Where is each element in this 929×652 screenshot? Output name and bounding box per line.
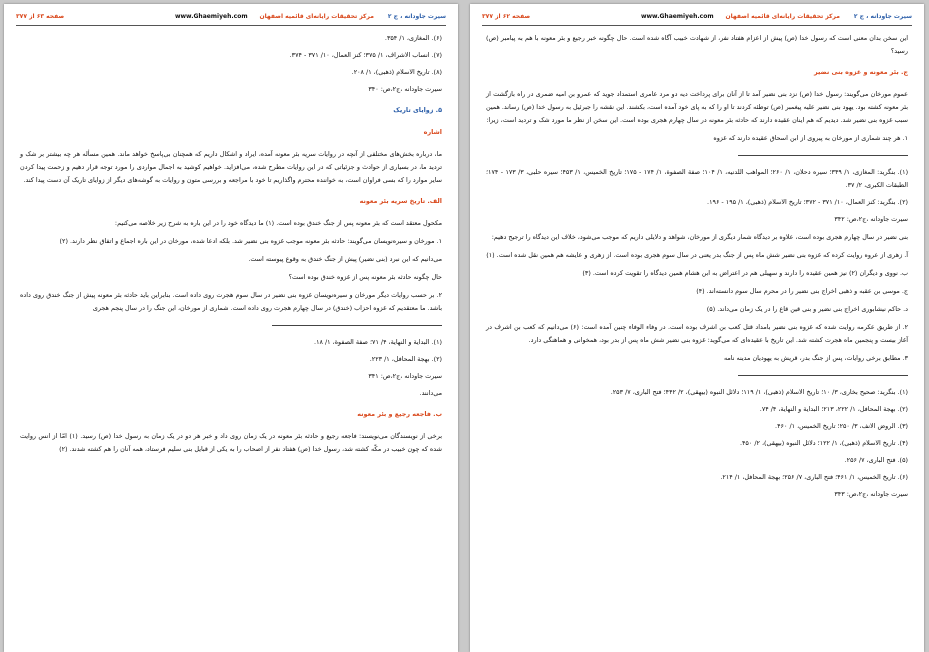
- paragraph: ۲. بر حسب روایات دیگر مورخان و سیره‌نویسان غزوه بنی نضیر در سال سوم هجرت روی داده است. بنابراین باید حادثه بئر معونه پیش از جنگ خندق روی داده باشد. ما معتقدیم که غزوه احزاب (خندق) در سال چهارم هجرت روی داده است. شماری از مورخان، این جنگ را در سال پنجم هجری: [20, 291, 442, 312]
- header-series-title: سیرت جاودانه ، ج ۲: [387, 13, 446, 20]
- document-page-right: [470, 4, 924, 652]
- footnote-divider: [738, 155, 908, 156]
- section-heading: ۵. زوایای تاریک: [393, 106, 442, 114]
- header-site-url[interactable]: www.Ghaemiyeh.com: [640, 13, 714, 20]
- footnote-divider: [738, 375, 908, 376]
- document-page-left: [4, 4, 458, 652]
- footnote-line: (۱). بنگرید: المغازی، ۱/ ۳۴۹؛ سیره دحلان، ۱/ ۲۶۰؛ المواهب اللدنیه، ۱/ ۱۰۴؛ صفة الصفوة، ۱/ ۱۷۴ - ۱۷۵؛ تاریخ الخمیس، ۱/ ۴۵۳؛ سیره حلبی، ۳/ ۱۷۳ - ۱۷۴؛ الطبقات الکبری، ۲/ ۳۷.: [486, 168, 909, 189]
- source-page-ref: سیرت جاودانه ،ج۲،ص: ۳۴۲: [834, 215, 908, 223]
- footnote-line: (۳). الروض الانف، ۳/ ۲۵۰؛ تاریخ الخمیس، ۱/ ۴۶۰.: [775, 422, 908, 430]
- header-page-number: صفحه ۶۳ از ۳۷۷: [16, 13, 65, 20]
- paragraph: بنی نضیر در سال چهارم هجری بوده است، علاوه بر دیدگاه شمار دیگری از مورخان، شواهد و دلایلی داریم که موجب می‌شود، خلاف این دیدگاه را ترجیح دهیم:: [491, 233, 908, 241]
- paragraph: ب. نووی و دیگران (۲) نیز همین عقیده را دارند و سهیلی هم در اعتراض به ابن هشام همین دیدگاه را تقویت کرده است. (۳): [582, 269, 908, 277]
- paragraph: د. حاکم نیشابوری اخراج بنی نضیر و بنی قین قاع را در یک زمان می‌داند. (۵): [706, 305, 908, 313]
- footnote-line: (۵). فتح الباری، ۷/ ۲۵۶.: [844, 456, 908, 464]
- footnote-line: (۲). بنگرید: کنز العمال، ۱۰/ ۳۷۱ - ۳۷۲؛ تاریخ الاسلام (ذهبی)، ۱/ ۱۹۵ - ۱۹۶.: [707, 198, 908, 206]
- footnote-line: (۲). بهجة المحافل، ۱/ ۲۲۲، ۲۱۳؛ البدایة و النهایة، ۴/ ۷۴.: [759, 405, 908, 413]
- page-body: [20, 32, 442, 646]
- source-page-ref: سیرت جاودانه ،ج۲،ص: ۳۴۱: [368, 372, 442, 380]
- paragraph: مکحول معتقد است که بئر معونه پس از جنگ خندق بوده است. (۱) ما دیدگاه خود را در این باره به شرح زیر خلاصه می‌کنیم:: [114, 219, 442, 227]
- header-site-url[interactable]: www.Ghaemiyeh.com: [174, 13, 248, 20]
- paragraph: ۱. هر چند شماری از مورخان به پیروی از ابن اسحاق عقیده دارند که غزوه: [713, 134, 908, 142]
- subsection-heading: ج. بئر معونه و غزوه بنی نضیر: [813, 68, 908, 76]
- paragraph: ما، درباره بخش‌های مختلفی از آنچه در روایات سریه بئر معونه آمده، ایراد و اشکال داریم که همچنان بی‌پاسخ خواهد ماند. همین مسأله هر چه بیشتر بر شک و تردید ما، در بسیاری از حوادث و جزئیاتی که در این روایات مطرح شده، می‌افزاید. خواهیم کوشید به اجمال مواردی را مورد توجه قرار دهیم و زحمت پیدا کردن سایر موارد را که بسی فراوان است، به خواننده محترم واگذاریم تا خود با مراجعه و بررسی متون و روایات به گوشه‌های دیگر از زوایای تاریک آن دست پیدا کند.: [20, 150, 442, 184]
- footnote-line: (۱). بنگرید: صحیح بخاری، ۳/ ۱۰؛ تاریخ الاسلام (ذهبی)، ۱/ ۱۱۹؛ دلائل النبوه (بیهقی)، ۲/ ۴۴۲؛ فتح الباری، ۷/ ۲۵۳.: [610, 388, 908, 396]
- header-center-name: مرکز تحقیقات رایانه‌ای قائمیه اصفهان: [725, 13, 840, 20]
- footnote-line: (۶). تاریخ الخمیس، ۱/ ۴۶۱؛ فتح الباری، ۷/ ۲۵۶؛ بهجة المحافل، ۱/ ۲۱۴.: [720, 473, 908, 481]
- source-page-ref: سیرت جاودانه ،ج۲،ص: ۳۴۳: [834, 490, 908, 498]
- paragraph: می‌دانیم که این نبرد (بنی نضیر) پیش از جنگ خندق به وقوع پیوسته است.: [248, 255, 442, 263]
- paragraph: آ. زهری از عروه روایت کرده که غزوه بنی نضیر شش ماه پس از جنگ بدر یعنی در سال سوم هجری بوده است. از زهری و عایشه هم همین نقل شده است. (۱): [486, 251, 908, 259]
- paragraph: ۳. مطابق برخی روایات، پس از جنگ بدر، قریش به یهودیان مدینه نامه: [723, 354, 908, 362]
- footnote-line: (۷). انساب الاشراف، ۱/ ۳۷۵؛ کنز العمال، ۱۰/ ۳۷۱ - ۳۷۴.: [289, 51, 442, 59]
- footnote-divider: [272, 325, 442, 326]
- footnote-line: (۱). البدایة و النهایة، ۴/ ۷۱؛ صفة الصفوة، ۱/ ۱۸.: [314, 338, 442, 346]
- subsection-heading: الف. تاریخ سریه بئر معونه: [359, 197, 442, 205]
- paragraph: ۲. از طریق عکرمه روایت شده که غزوه بنی نضیر بامداد قتل کعب بن اشرف بوده است. در وفاء الوفاء چنین آمده است: (۶) می‌دانیم که کعب بن اشرف در آغاز بیست و پنجمین ماه هجرت کشته شد. این تاریخ با عقیده‌ای که می‌گوید: غزوه بنی نضیر شش ماه پس از بدر بود، همخوانی و هماهنگی دارد.: [486, 323, 908, 344]
- source-page-ref: سیرت جاودانه ،ج۲،ص: ۳۴۰: [368, 85, 442, 93]
- header-series-title: سیرت جاودانه ، ج ۲: [853, 13, 912, 20]
- footnote-line: (۶). المغازی، ۱/ ۳۵۴.: [384, 34, 442, 42]
- paragraph: این سخن بدان معنی است که رسول خدا (ص) پیش از اعزام هفتاد نفر، از شهادت خبیب آگاه شده است. حال چگونه خبر رجیع و بئر معونه با هم به پیامبر (ص) رسید؟: [486, 34, 908, 55]
- header-divider: [482, 25, 912, 26]
- paragraph: ۱. مورخان و سیره‌نویسان می‌گویند: حادثه بئر معونه موجب غزوه بنی نضیر شد. بلکه ادعا شده، مورخان در این باره اجماع و اتفاق نظر دارند. (۲): [59, 237, 442, 245]
- paragraph: برخی از نویسندگان می‌نویسند: فاجعه رجیع و حادثه بئر معونه در یک زمان روی داد و خبر هر دو در یک زمان به رسول خدا (ص) رسید. (۱) امّا از انس روایت شده که چون خبیب در مکّه کشته شد، رسول خدا (ص) هفتاد نفر از اصحاب را به یکی از قبایل بنی سلیم فرستاد، همه آنان را هم کشته شدند. (۲): [20, 432, 442, 453]
- subsection-heading: اشاره: [423, 128, 442, 136]
- header-page-number: صفحه ۶۲ از ۳۷۷: [482, 13, 531, 20]
- paragraph: می‌دانند.: [419, 389, 442, 397]
- paragraph: حال چگونه حادثه بئر معونه پس از غزوه خندق بوده است؟: [288, 273, 442, 281]
- footnote-line: (۸). تاریخ الاسلام (ذهبی)، ۱/ ۲۰۸.: [351, 68, 442, 76]
- footnote-line: (۲). بهجة المحافل، ۱/ ۲۲۳.: [369, 355, 442, 363]
- page-body: [486, 32, 908, 646]
- paragraph: ج. موسی بن عقبه و ذهبی اخراج بنی نضیر را در محرم سال سوم دانسته‌اند. (۴): [696, 287, 908, 295]
- page-header: [16, 11, 446, 23]
- footnote-line: (۴). تاریخ الاسلام (ذهبی)، ۱/ ۱۲۲؛ دلائل النبوه (بیهقی)، ۲/ ۴۵۰.: [739, 439, 908, 447]
- subsection-heading: ب. فاجعه رجیع و بئر معونه: [357, 410, 442, 418]
- header-divider: [16, 25, 446, 26]
- header-center-name: مرکز تحقیقات رایانه‌ای قائمیه اصفهان: [259, 13, 374, 20]
- paragraph: عموم مورخان می‌گویند: رسول خدا (ص) نزد بنی نضیر آمد تا از آنان برای پرداخت دیه دو مرد عامری استمداد جوید که عمرو بن امیه ضمری در راه بازگشت از بئر معونه کشته بود. یهود بنی نضیر علیه پیغمبر (ص) توطئه کردند تا او را که به پای خود آمده است، بکشند. این نقشه را جبرئیل به رسول خدا (ص) رساند. همین سبب غزوه بنی نضیر شد. دیدیم که هم اینان عقیده دارند که حادثه بئر معونه در سال چهارم هجری بوده است. این سخن از نظر ما مورد شک و تردید است، زیرا:: [486, 90, 908, 124]
- page-header: [482, 11, 912, 23]
